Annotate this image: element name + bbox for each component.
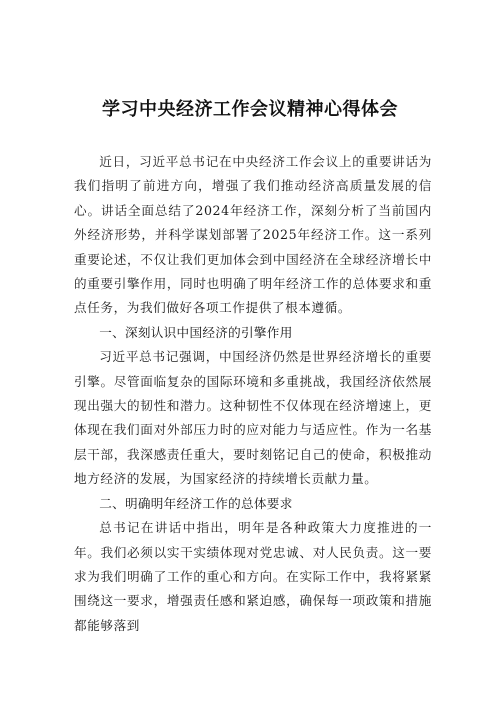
document-title: 学习中央经济工作会议精神心得体会 <box>102 99 398 120</box>
section-2-heading: 二、明确明年经济工作的总体要求 <box>99 495 293 511</box>
section-1-heading: 一、深刻认识中国经济的引擎作用 <box>99 324 293 340</box>
section-1-paragraph: 习近平总书记强调，中国经济仍然是世界经济增长的重要引擎。尽管面临复杂的国际环境和多重挑战，我国经济依然展现出强大的韧性和潜力。这种韧性不仅体现在经济增速上，更体现在我们面对外部压力时的应对能力与适应性。作为一名基层干部，我深感责任重大，要时刻铭记自己的使命，积极推动地方经济的发展，为国家经济的持续增长贡献力量。 <box>74 349 432 487</box>
intro-paragraph: 近日，习近平总书记在中央经济工作会议上的重要讲话为我们指明了前进方向，增强了我们推动经济高质量发展的信心。讲话全面总结了2024年经济工作，深刻分析了当前国内外经济形势，并科学谋划部署了2025年经济工作。这一系列重要论述，不仅让我们更加体会到中国经济在全球经济增长中的重要引擎作用，同时也明确了明年经济工作的总体要求和重点任务，为我们做好各项工作提供了根本遵循。 <box>74 154 432 316</box>
document-body <box>74 150 432 638</box>
section-2-paragraph: 总书记在讲话中指出，明年是各种政策大力度推进的一年。我们必须以实干实绩体现对党忠诚、对人民负责。这一要求为我们明确了工作的重心和方向。在实际工作中，我将紧紧围绕这一要求，增强责任感和紧迫感，确保每一项政策和措施都能够落到 <box>74 520 432 633</box>
